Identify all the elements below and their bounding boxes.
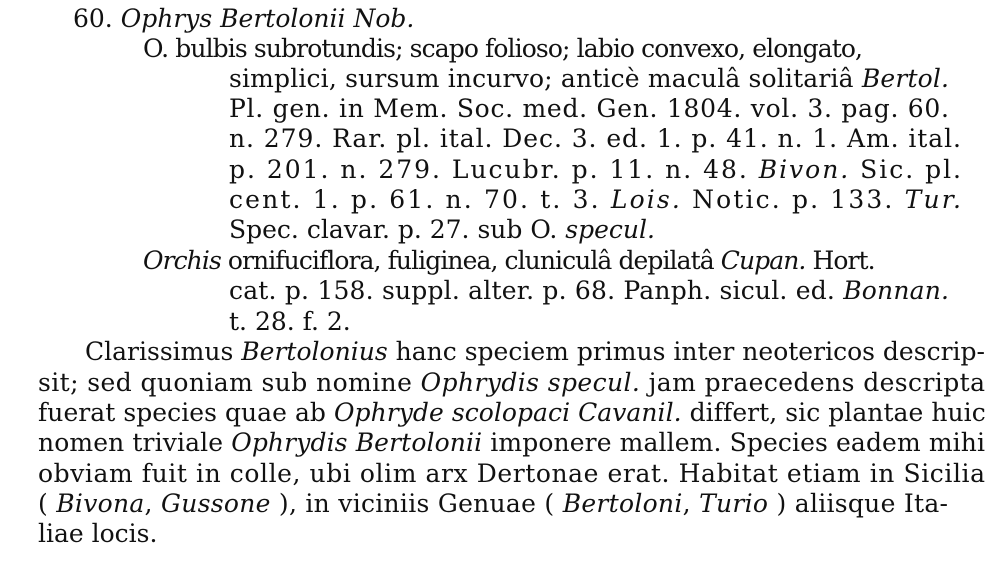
paragraph-line [85,337,985,367]
text-segment: p. 201. n. 279. Lucubr. p. 11. n. 48. [229,155,759,184]
italic-text: Bertoloni [562,489,683,518]
italic-text: Ophrydis specul. [420,368,641,397]
synonym-line [143,246,875,276]
paragraph-line [38,398,986,428]
text-segment: ) aliisque Ita- [768,489,949,518]
text-segment: fuerat species quae ab [38,398,334,427]
italic-text: Cupan. [720,246,806,275]
italic-text: Lois. [610,185,682,214]
text-segment: hanc speciem primus inter neotericos descrip- [387,337,986,366]
text-segment: Spec. clavar. p. 27. sub O. [229,215,566,244]
diagnosis-line [143,34,862,64]
text-segment: Pl. gen. in Mem. Soc. med. Gen. 1804. vol. 3. pag. 60. [229,94,950,123]
text-segment: ornifuciflora, fuliginea, cluniculâ depilatâ [220,246,721,275]
italic-text: specul. [565,215,655,244]
text-segment: jam praecedens descripta [640,368,986,397]
text-segment: n. 279. Rar. pl. ital. Dec. 3. ed. 1. p. 41. n. 1. Am. ital. [229,124,962,153]
text-segment: obviam fuit in colle, ubi olim arx Dertonae erat. Habitat etiam in Sicilia [38,459,986,488]
diagnosis-line [229,185,963,215]
diagnosis-line [229,215,655,245]
text-segment: ), in viciniis Genuae ( [270,489,563,518]
diagnosis-line [229,64,949,94]
italic-text: Ophryde scolopaci Cavanil. [333,398,682,427]
italic-text: Orchis [143,246,221,275]
text-segment: nomen triviale [38,428,232,457]
text-segment: , [144,489,161,518]
text-segment: ( [38,489,57,518]
italic-text: Bivon. [758,155,851,184]
synonym-line [229,307,351,337]
text-segment: Sic. pl. [850,155,963,184]
italic-text: Bertol. [861,64,950,93]
italic-text: Bertolonius [241,337,388,366]
paragraph-line [38,459,986,489]
paragraph-line [38,368,985,398]
text-segment: differt, sic plantae huic [681,398,986,427]
species-name: Ophrys Bertolonii Nob. [120,4,415,33]
italic-text: Ophrydis Bertolonii [231,428,483,457]
italic-text: Bonnan. [843,276,950,305]
italic-text: Tur. [904,185,964,214]
paragraph-line [38,519,157,549]
text-segment: simplici, sursum incurvo; anticè maculâ solitariâ [229,64,862,93]
italic-text: Bivona [56,489,145,518]
diagnosis-line [229,124,962,154]
text-segment: cent. 1. p. 61. n. 70. t. 3. [229,185,611,214]
text-segment: cat. p. 158. suppl. alter. p. 68. Panph. sicul. ed. [229,276,844,305]
text-segment: liae locis. [38,519,158,548]
diagnosis-line [229,155,963,185]
text-segment: , [682,489,700,518]
text-segment: Notic. p. 133. [682,185,905,214]
text-segment: t. 28. f. 2. [229,307,351,336]
italic-text: Turio [699,489,769,518]
italic-text: Gussone [161,489,271,518]
text-segment: Hort. [805,246,875,275]
text-segment: sit; sed quoniam sub nomine [38,368,421,397]
paragraph-line [38,489,948,519]
text-segment: imponere mallem. Species eadem mihi [482,428,986,457]
text-segment: O. bulbis subrotundis; scapo folioso; labio convexo, elongato, [143,34,863,63]
text-segment: Clarissimus [85,337,242,366]
species-heading [73,4,414,34]
synonym-line [229,276,949,306]
diagnosis-line [229,94,950,124]
species-number: 60. [73,4,113,33]
paragraph-line [38,428,985,458]
